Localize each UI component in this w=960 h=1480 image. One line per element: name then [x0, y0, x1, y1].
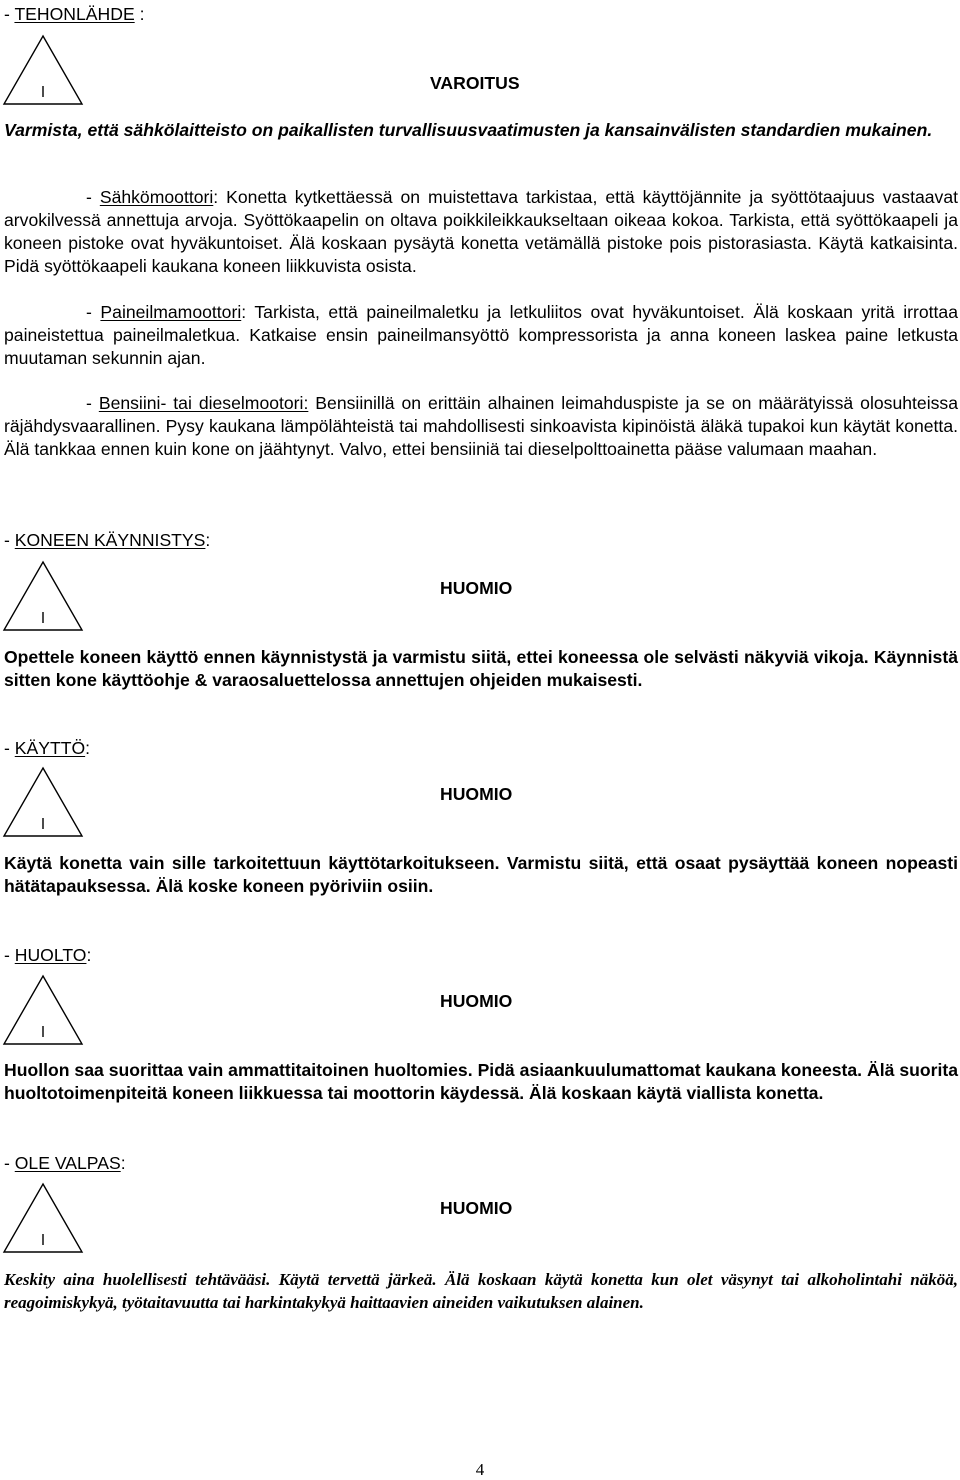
page-number: 4	[475, 1460, 485, 1479]
notice-label: HUOMIO	[440, 784, 513, 804]
notice-label: HUOMIO	[440, 578, 513, 598]
section-heading-power: - TEHONLÄHDE :	[4, 4, 145, 24]
section-heading-service: - HUOLTO:	[4, 945, 92, 965]
warning-triangle-icon	[2, 34, 84, 106]
use-notice-text: Käytä konetta vain sille tarkoitettuun käyttötarkoitukseen. Varmistu siitä, että osaat pysäyttää koneen nopeasti hätätapauksessa. Älä koske koneen pyöriviin osiin.	[4, 853, 958, 896]
warning-text: Varmista, että sähkölaitteisto on paikallisten turvallisuusvaatimusten ja kansainvälisten standardien mukainen.	[4, 120, 933, 140]
heading-title: HUOLTO	[14, 945, 87, 965]
warning-triangle-icon	[2, 974, 84, 1046]
service-notice-text: Huollon saa suorittaa vain ammattitaitoinen huoltomies. Pidä asiaankuulumattomat kaukana koneesta. Älä suorita huoltotoimenpiteitä koneen liikkuessa tai moottorin käydessä. Älä koskaan käytä viallista konetta.	[4, 1060, 958, 1103]
pneumatic-motor-paragraph: - Paineilmamoottori: Tarkista, että paineilmaletku ja letkuliitos ovat hyväkuntoiset. Älä koskaan yritä irrottaa paineistettua paineilmaletkua. Katkaise ensin paineilmansyöttö kompressorista ja anna koneen laskea paine letkusta muutaman sekunnin ajan.	[4, 302, 958, 368]
warning-triangle-icon	[2, 1182, 84, 1254]
warning-label: VAROITUS	[430, 73, 520, 93]
alert-notice-text: Keskity aina huolellisesti tehtävääsi. Käytä tervettä järkeä. Älä koskaan käytä konetta kun olet väsynyt tai alkoholintahi näköä, reagoimiskykyä, työtaitavuutta tai harkintakykyä haittaavien aineiden vaikutuksen alainen.	[4, 1270, 958, 1312]
fuel-engine-title: Bensiini- tai dieselmootori:	[98, 393, 309, 413]
notice-label: HUOMIO	[440, 1198, 513, 1218]
section-heading-startup: - KONEEN KÄYNNISTYS:	[4, 530, 211, 550]
section-heading-alert: - OLE VALPAS:	[4, 1153, 126, 1173]
heading-title: TEHONLÄHDE	[14, 4, 135, 24]
heading-title: KONEEN KÄYNNISTYS	[14, 530, 206, 550]
electric-motor-paragraph: - Sähkömoottori: Konetta kytkettäessä on muistettava tarkistaa, että käyttöjännite ja syöttötaajuus vastaavat arvokilvessä annettuja arvoja. Syöttökaapelin on oltava poikkileikkaukseltaan oikeaa kokoa. Tarkista, että syöttökaapeli ja koneen pistoke ovat hyväkuntoiset. Älä koskaan pysäytä konetta vetämällä pistoke pois pistorasiasta. Käytä katkaisinta. Pidä syöttökaapeli kaukana koneen liikkuvista osista.	[4, 187, 958, 276]
fuel-engine-paragraph: - Bensiini- tai dieselmootori: Bensiinillä on erittäin alhainen leimahduspiste ja se on määrätyissä olosuhteissa räjähdysvaarallinen. Pysy kaukana lämpölähteistä tai mahdollisesti sinkoavista kipinöistä äläkä tupakoi kun käytät konetta. Älä tankkaa ennen kuin kone on jäähtynyt. Valvo, ettei bensiiniä tai dieselpolttoainetta pääse valumaan maahan.	[4, 393, 958, 459]
heading-title: OLE VALPAS	[14, 1153, 121, 1173]
warning-triangle-icon	[2, 560, 84, 632]
startup-notice-text: Opettele koneen käyttö ennen käynnistystä ja varmistu siitä, ettei koneessa ole selvästi näkyviä vikoja. Käynnistä sitten kone käyttöohje & varaosaluettelossa annettujen ohjeiden mukaisesti.	[4, 647, 958, 690]
notice-label: HUOMIO	[440, 991, 513, 1011]
heading-title: KÄYTTÖ	[14, 738, 86, 758]
section-heading-use: - KÄYTTÖ:	[4, 738, 91, 758]
electric-motor-title: Sähkömoottori	[99, 187, 214, 207]
pneumatic-motor-title: Paineilmamoottori	[100, 302, 242, 322]
warning-triangle-icon	[2, 766, 84, 838]
